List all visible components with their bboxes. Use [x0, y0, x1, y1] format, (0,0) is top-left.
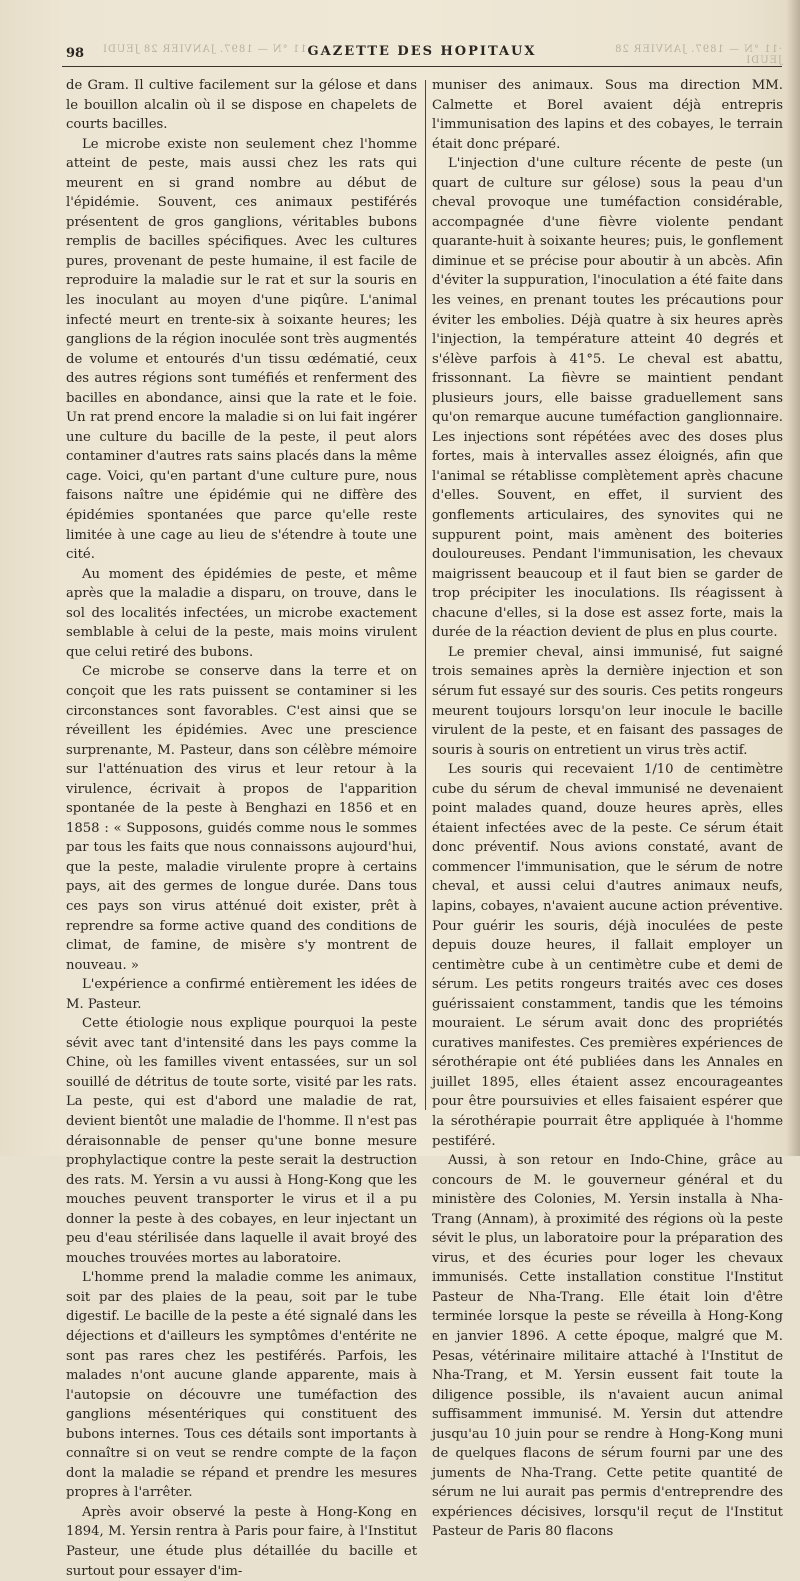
paragraph: Le microbe existe non seulement chez l'homme atteint de peste, mais aussi chez les rats qui meurent en si grand nombre au début de l'épidémie. Souvent, ces animaux pestiférés présentent de gros ganglions, véritables bubons remplis de bacilles spécifiques. Avec les cultures pures, provenant de peste humaine, il est facile de reproduire la maladie sur le rat et sur la souris en les inoculant au moyen d'une piqûre. L'animal infecté meurt en trente-six à soixante heures; les ganglions de la région inoculée sont très augmentés de volume et entourés d'un tissu œdématié, ceux des autres régions sont tuméfiés et renferment des bacilles en abondance, ainsi que la rate et le foie. Un rat prend encore la maladie si on lui fait ingérer une culture du bacille de la peste, il peut alors contaminer d'autres rats sains placés dans la même cage. Voici, qu'en partant d'une culture pure, nous faisons naître une épidémie qui ne diffère des épidémies spontanées que parce qu'elle reste limitée à une cage au lieu de s'étendre à toute une cité.: [66, 136, 417, 563]
show-through-text: ·11 °N — 1897. JANVIER 28 JEUDI: [102, 44, 311, 55]
paragraph: L'injection d'une culture récente de peste (un quart de culture sur gélose) sous la peau d'un cheval provoque une tuméfaction considérable, accompagnée d'une fièvre violente pendant quarante-huit à soixante heures; puis, le gonflement diminue et se précise pour aboutir à un abcès. Afin d'éviter la suppuration, l'inoculation a été faite dans les veines, en prenant toutes les précautions pour éviter les embolies. Déjà quatre à six heures après l'injection, la température atteint 40 degrés et s'élève parfois à 41°5. Le cheval est abattu, frissonnant. La fièvre se maintient pendant plusieurs jours, elle baisse graduellement sans qu'on remarque aucune tuméfaction ganglionnaire. Les injections sont répétées avec des doses plus fortes, mais à intervalles assez éloignés, afin que l'animal se rétablisse complètement après chacune d'elles. Souvent, en effet, il survient des gonflements articulaires, des synovites qui ne suppurent point, mais amènent des boiteries douloureuses. Pendant l'immunisation, les chevaux maigrissent beaucoup et il faut bien se garder de trop précipiter les inoculations. Ils réagissent à chacune d'elles, si la dose est assez forte, mais la durée de la réaction devient de plus en plus courte.: [432, 156, 783, 641]
paragraph: de Gram. Il cultive facilement sur la gélose et dans le bouillon alcalin où il se dispose en chapelets de courts bacilles.: [66, 78, 417, 133]
paragraph: Cette étiologie nous explique pourquoi la peste sévit avec tant d'intensité dans les pays comme la Chine, où les familles vivent entassées, sur un sol souillé de détritus de toute sorte, visité par les rats. La peste, qui est d'abord une maladie de rat, devient bientôt une maladie de l'homme. Il n'est pas déraisonnable de penser qu'une bonne mesure prophylactique contre la peste serait la destruction des rats. M. Yersin a vu aussi à Hong-Kong que les mouches peuvent transporter le virus et il a pu donner la peste à des cobayes, en leur injectant un peu d'eau stérilisée dans laquelle il avait broyé des mouches trouvées mortes au laboratoire.: [66, 1016, 417, 1266]
page-header: [62, 40, 782, 72]
paragraph: Ce microbe se conserve dans la terre et on conçoit que les rats puissent se contaminer si les circonstances sont favorables. C'est ainsi que se réveillent les épidémies. Avec une prescience surprenante, M. Pasteur, dans son célèbre mémoire sur l'atténuation des virus et leur retour à la virulence, écrivait à propos de l'apparition spontanée de la peste à Benghazi en 1856 et en 1858 : « Supposons, guidés comme nous le sommes par tous les faits que nous connaissons aujourd'hui, que la peste, maladie virulente propre à certains pays, ait des germes de longue durée. Dans tous ces pays son virus atténué doit exister, prêt à reprendre sa forme active quand des conditions de climat, de famine, de misère s'y montrent de nouveau. »: [66, 664, 417, 973]
paragraph: Au moment des épidémies de peste, et même après que la maladie a disparu, on trouve, dans le sol des localités infectées, un microbe exactement semblable à celui de la peste, mais moins virulent que celui retiré des bubons.: [66, 566, 417, 660]
running-title: GAZETTE DES HOPITAUX: [307, 44, 537, 59]
paragraph: muniser des animaux. Sous ma direction MM. Calmette et Borel avaient déjà entrepris l'immunisation des lapins et des cobayes, le terrain était donc préparé.: [432, 78, 783, 152]
paragraph: L'expérience a confirmé entièrement les idées de M. Pasteur.: [66, 977, 417, 1012]
paragraph: Aussi, à son retour en Indo-Chine, grâce au concours de M. le gouverneur général et du ministère des Colonies, M. Yersin installa à Nha-Trang (Annam), à proximité des régions où la peste sévit le plus, un laboratoire pour la préparation des virus, et des écuries pour loger les chevaux immunisés. Cette installation constitue l'Institut Pasteur de Nha-Trang. Elle était loin d'être terminée lorsque la peste se réveilla à Hong-Kong en janvier 1896. A cette époque, malgré que M. Pesas, vétérinaire militaire attaché à l'Institut de Nha-Trang, et M. Yersin eussent fait toute la diligence possible, ils n'avaient aucun animal suffisamment immunisé. M. Yersin dut attendre jusqu'au 10 juin pour se rendre à Hong-Kong muni de quelques flacons de sérum fourni par une des juments de Nha-Trang. Cette petite quantité de sérum ne lui aurait pas permis d'entreprendre des expériences décisives, lorsqu'il reçut de l'Institut Pasteur de Paris 80 flacons: [432, 1153, 783, 1540]
paragraph: L'homme prend la maladie comme les animaux, soit par des plaies de la peau, soit par le tube digestif. Le bacille de la peste a été signalé dans les déjections et d'ailleurs les symptômes d'entérite ne sont pas rares chez les pestiférés. Parfois, les malades n'ont aucune glande apparente, mais à l'autopsie on découvre une tuméfaction des ganglions mésentériques qui constituent des bubons internes. Tous ces détails sont importants à connaître si on veut se rendre compte de la façon dont la maladie se répand et prendre les mesures propres à l'arrêter.: [66, 1270, 417, 1501]
page-edge-shadow: [786, 0, 800, 1156]
article-columns: [66, 76, 786, 1579]
header-rule: [62, 66, 782, 67]
right-column: [432, 76, 783, 1540]
paragraph: Les souris qui recevaient 1/10 de centimètre cube du sérum de cheval immunisé ne devenaient point malades quand, douze heures après, elles étaient infectées avec de la peste. Ce sérum était donc préventif. Nous avions constaté, avant de commencer l'immunisation, que le sérum de notre cheval, et aussi celui d'autres animaux neufs, lapins, cobayes, n'avaient aucune action préventive. Pour guérir les souris, déjà inoculées de peste depuis douze heures, il fallait employer un centimètre cube à un centimètre cube et demi de sérum. Les petits rongeurs traités avec ces doses guérissaient constamment, tandis que les témoins mouraient. Le sérum avait donc des propriétés curatives manifestes. Ces premières expériences de sérothérapie ont été publiées dans les Annales en juillet 1895, elles étaient assez encourageantes pour être poursuivies et elles faisaient espérer que la sérothérapie pourrait être appliquée à l'homme pestiféré.: [432, 762, 783, 1149]
paragraph: Après avoir observé la peste à Hong-Kong en 1894, M. Yersin rentra à Paris pour faire, à l'Institut Pasteur, une étude plus détaillée du bacille et surtout pour essayer d'im-: [66, 1504, 417, 1579]
page-number: 98: [66, 46, 85, 61]
show-through-text: ·11 °N — 1897. JANVIER 28 JEUDI: [614, 44, 782, 66]
column-divider: [425, 80, 426, 1110]
left-column: [66, 76, 417, 1579]
paragraph: Le premier cheval, ainsi immunisé, fut saigné trois semaines après la dernière injection et son sérum fut essayé sur des souris. Ces petits rongeurs meurent toujours lorsqu'on leur inocule le bacille virulent de la peste, et en faisant des passages de souris à souris on entretient un virus très actif.: [432, 644, 783, 758]
